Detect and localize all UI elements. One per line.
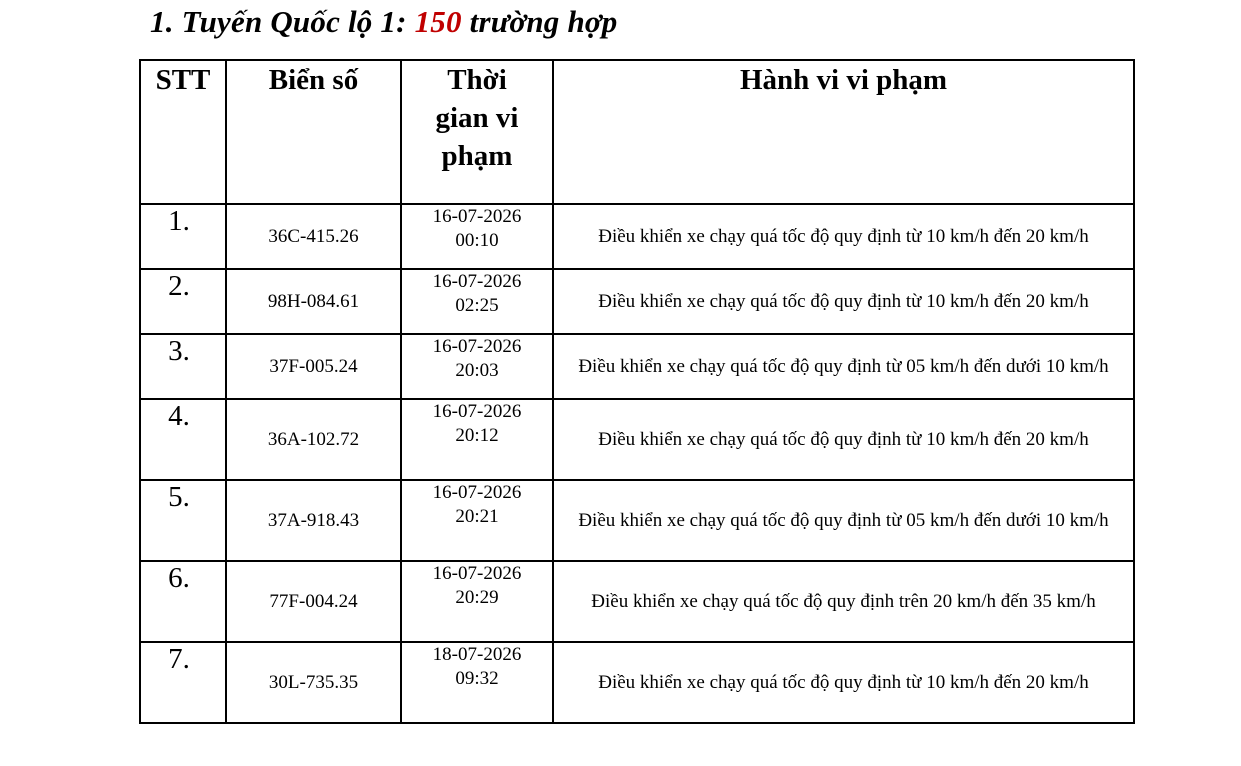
row-behavior-value: Điều khiển xe chạy quá tốc độ quy định từ 10 km/h đến 20 km/h [598, 428, 1089, 450]
row-date-value: 16-07-2026 [432, 336, 522, 357]
column-header-stt: STT [140, 60, 226, 204]
row-date-value: 16-07-2026 [432, 271, 522, 292]
row-plate-value: 37F-005.24 [269, 355, 358, 377]
row-plate-value: 30L-735.35 [268, 671, 359, 693]
row-time [401, 642, 553, 723]
row-stt-value: 6. [168, 562, 190, 594]
violations-table [139, 59, 1135, 724]
row-stt-value: 5. [168, 481, 190, 513]
row-stt [140, 204, 226, 269]
row-time [401, 269, 553, 334]
row-time [401, 480, 553, 561]
row-stt [140, 399, 226, 480]
column-header-plate: Biển số [226, 60, 401, 204]
row-stt [140, 642, 226, 723]
column-header-time-label: Thời gian vi phạm [435, 64, 519, 172]
table-header-row [140, 60, 1134, 204]
row-plate-value: 98H-084.61 [267, 290, 360, 312]
row-behavior-value: Điều khiển xe chạy quá tốc độ quy định từ 10 km/h đến 20 km/h [598, 225, 1089, 247]
row-stt-value: 2. [168, 270, 190, 302]
row-time-value: 20:12 [455, 425, 499, 446]
table-row [140, 269, 1134, 334]
heading-prefix: 1. Tuyến Quốc lộ 1: [150, 4, 415, 39]
row-behavior [553, 642, 1134, 723]
column-header-behavior: Hành vi vi phạm [553, 60, 1134, 204]
row-behavior [553, 204, 1134, 269]
row-time-value: 02:25 [455, 295, 499, 316]
row-behavior [553, 334, 1134, 399]
row-stt-value: 3. [168, 335, 190, 367]
row-behavior-value: Điều khiển xe chạy quá tốc độ quy định từ 05 km/h đến dưới 10 km/h [578, 509, 1109, 531]
column-header-time [401, 60, 553, 204]
table-row [140, 399, 1134, 480]
heading-count: 150 [414, 4, 462, 39]
row-behavior [553, 480, 1134, 561]
row-behavior-value: Điều khiển xe chạy quá tốc độ quy định từ 10 km/h đến 20 km/h [598, 671, 1089, 693]
row-behavior [553, 399, 1134, 480]
table-row [140, 642, 1134, 723]
row-time-value: 00:10 [455, 230, 499, 251]
row-time [401, 561, 553, 642]
table-row [140, 480, 1134, 561]
row-plate [226, 642, 401, 723]
row-plate [226, 480, 401, 561]
row-date-value: 16-07-2026 [432, 401, 522, 422]
row-plate-value: 36C-415.26 [268, 225, 359, 247]
row-time [401, 399, 553, 480]
table-row [140, 561, 1134, 642]
row-date-value: 16-07-2026 [432, 206, 522, 227]
row-plate-value: 37A-918.43 [267, 509, 360, 531]
row-time-value: 20:29 [455, 587, 499, 608]
row-behavior-value: Điều khiển xe chạy quá tốc độ quy định từ 10 km/h đến 20 km/h [598, 290, 1089, 312]
row-plate [226, 269, 401, 334]
heading-suffix: trường hợp [461, 4, 618, 39]
row-behavior-value: Điều khiển xe chạy quá tốc độ quy định từ 05 km/h đến dưới 10 km/h [578, 355, 1109, 377]
row-behavior [553, 561, 1134, 642]
row-plate [226, 399, 401, 480]
row-stt [140, 334, 226, 399]
row-date-value: 18-07-2026 [432, 644, 522, 665]
row-time-value: 09:32 [455, 668, 499, 689]
row-stt-value: 4. [168, 400, 190, 432]
row-plate-value: 77F-004.24 [269, 590, 358, 612]
row-plate [226, 561, 401, 642]
row-time [401, 334, 553, 399]
table-row [140, 204, 1134, 269]
row-date-value: 16-07-2026 [432, 563, 522, 584]
table-row [140, 334, 1134, 399]
row-behavior-value: Điều khiển xe chạy quá tốc độ quy định trên 20 km/h đến 35 km/h [591, 590, 1096, 612]
section-heading [150, 4, 617, 40]
row-stt [140, 561, 226, 642]
row-stt [140, 269, 226, 334]
row-plate [226, 204, 401, 269]
row-time-value: 20:21 [455, 506, 499, 527]
row-stt [140, 480, 226, 561]
row-time [401, 204, 553, 269]
row-date-value: 16-07-2026 [432, 482, 522, 503]
row-time-value: 20:03 [455, 360, 499, 381]
row-behavior [553, 269, 1134, 334]
row-stt-value: 7. [168, 643, 190, 675]
row-plate-value: 36A-102.72 [267, 428, 360, 450]
row-plate [226, 334, 401, 399]
row-stt-value: 1. [168, 205, 190, 237]
